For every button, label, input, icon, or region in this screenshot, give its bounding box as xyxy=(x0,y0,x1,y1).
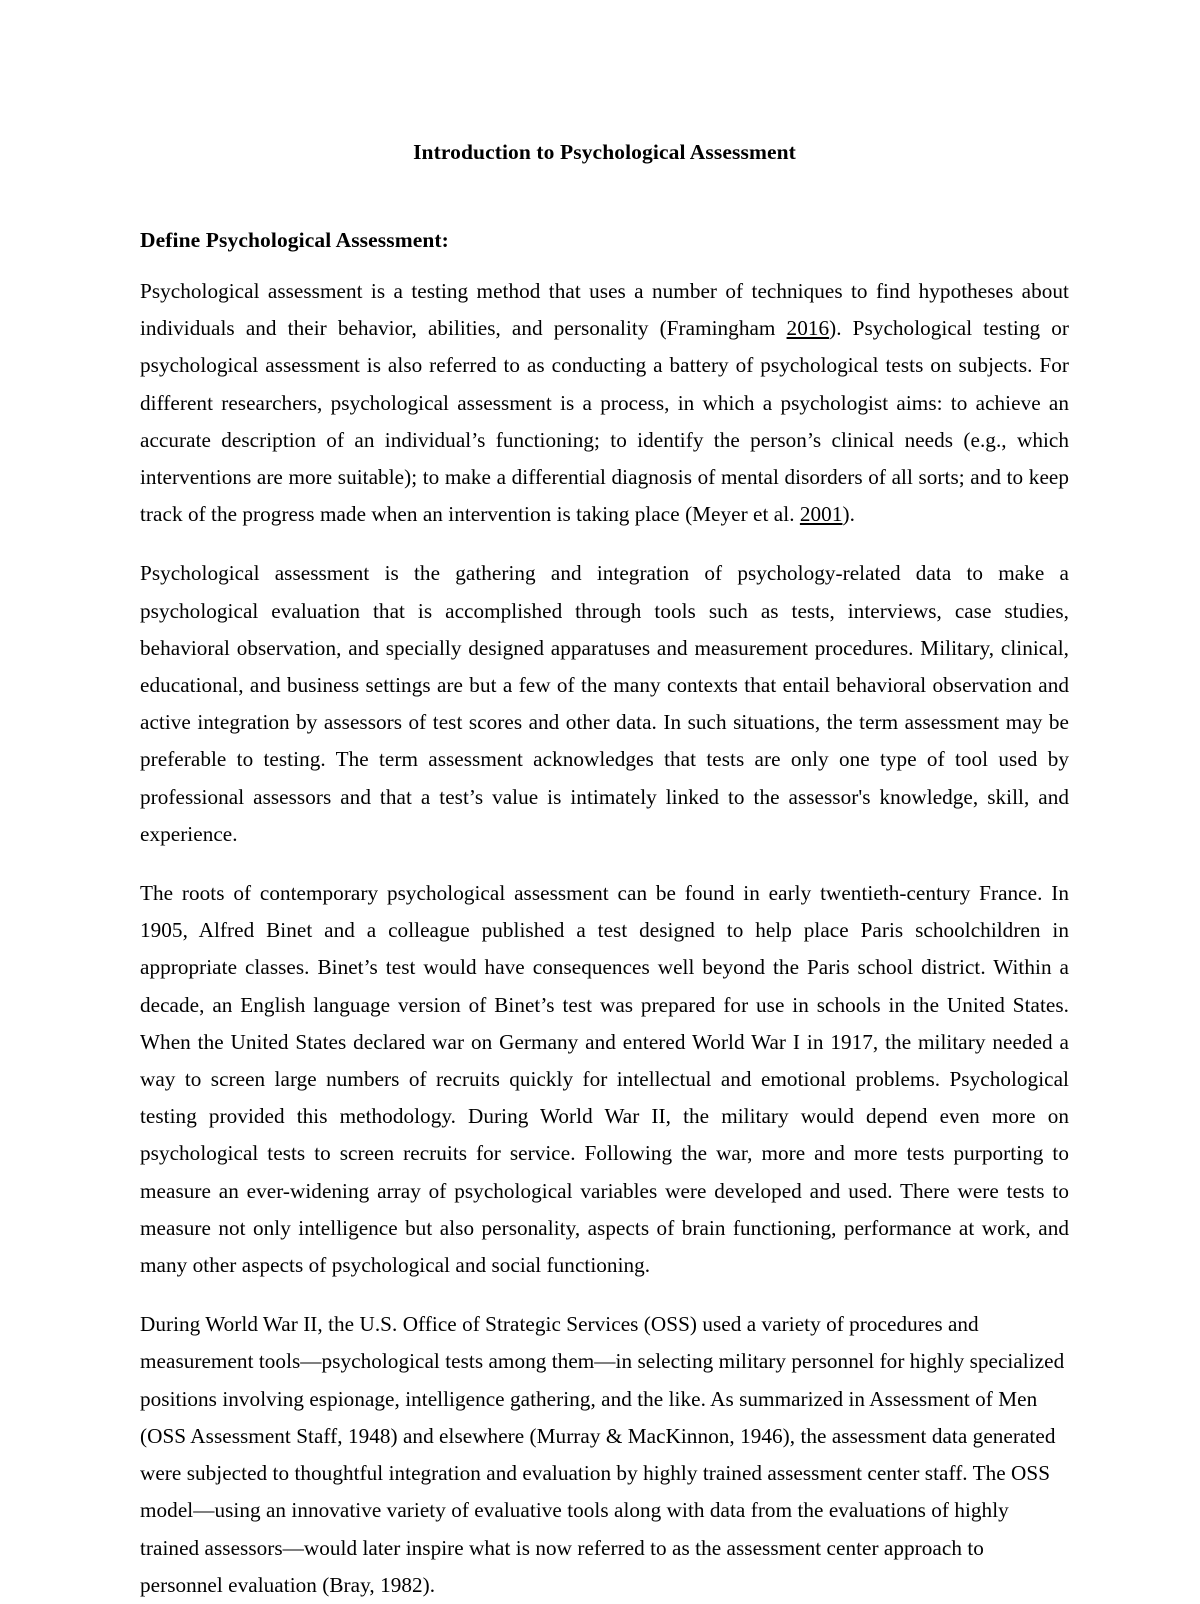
paragraph-text-run: During World War II, the U.S. Office of Strategic Services (OSS) used a variety of procedures and measurement tools—psychological tests among them—in selecting military personnel for highly specialized positions involving espionage, intelligence gathering, and the like. As summarized in Assessment of Men (OSS Assessment Staff, 1948) and elsewhere (Murray & MacKinnon, 1946), the assessment data generated were subjected to thoughtful integration and evaluation by highly trained assessment center staff. The OSS model—using an innovative variety of evaluative tools along with data from the evaluations of highly trained assessors—would later inspire what is now referred to as the assessment center approach to personnel evaluation (Bray, 1982). xyxy=(140,1312,1065,1597)
citation-year-link[interactable]: 2016 xyxy=(786,316,830,341)
citation-year-link[interactable]: 2001 xyxy=(799,502,843,527)
paragraph-oss-assessment xyxy=(140,1284,1069,1604)
paragraph-text-run: Psychological assessment is the gathering and integration of psychology-related data to make a psychological evaluation that is accomplished through tools such as tests, interviews, case studies, behavioral observation, and specially designed apparatuses and measurement procedures. Military, clinical, educational, and business settings are but a few of the many contexts that entail behavioral observation and active integration by assessors of test scores and other data. In such situations, the term assessment may be preferable to testing. The term assessment acknowledges that tests are only one type of tool used by professional assessors and that a test’s value is intimately linked to the assessor's knowledge, skill, and experience. xyxy=(140,561,1069,846)
paragraph-text-run: ). xyxy=(842,502,855,527)
paragraph-text-run: Psychological assessment is a testing method that uses a number of techniques to find hypotheses about individuals and their behavior, abilities, and personality (Framingham xyxy=(140,279,1069,341)
paragraph-text-run: The roots of contemporary psychological assessment can be found in early twentieth-century France. In 1905, Alfred Binet and a colleague published a test designed to help place Paris schoolchildren in appropriate classes. Binet’s test would have consequences well beyond the Paris school district. Within a decade, an English language version of Binet’s test was prepared for use in schools in the United States. When the United States declared war on Germany and entered World War I in 1917, the military needed a way to screen large numbers of recruits quickly for intellectual and emotional problems. Psychological testing provided this methodology. During World War II, the military would depend even more on psychological tests to screen recruits for service. Following the war, more and more tests purporting to measure an ever-widening array of psychological variables were developed and used. There were tests to measure not only intelligence but also personality, aspects of brain functioning, performance at work, and many other aspects of psychological and social functioning. xyxy=(140,881,1069,1278)
paragraph-gathering-integration xyxy=(140,533,1069,853)
paragraph-text-run: ). Psychological testing or psychological assessment is also referred to as conducting a battery of psychological tests on subjects. For different researchers, psychological assessment is a process, in which a psychologist aims: to achieve an accurate description of an individual’s functioning; to identify the person’s clinical needs (e.g., which interventions are more suitable); to make a differential diagnosis of mental disorders of all sorts; and to keep track of the progress made when an intervention is taking place (Meyer et al. xyxy=(140,316,1069,527)
document-content-column xyxy=(140,0,1069,1604)
paragraph-historical-roots xyxy=(140,853,1069,1284)
paragraph-definition xyxy=(140,251,1069,533)
page-title: Introduction to Psychological Assessment xyxy=(413,140,796,164)
section-heading-define-psychological-assessment: Define Psychological Assessment: xyxy=(140,227,449,252)
paragraph-list xyxy=(140,251,1069,1604)
